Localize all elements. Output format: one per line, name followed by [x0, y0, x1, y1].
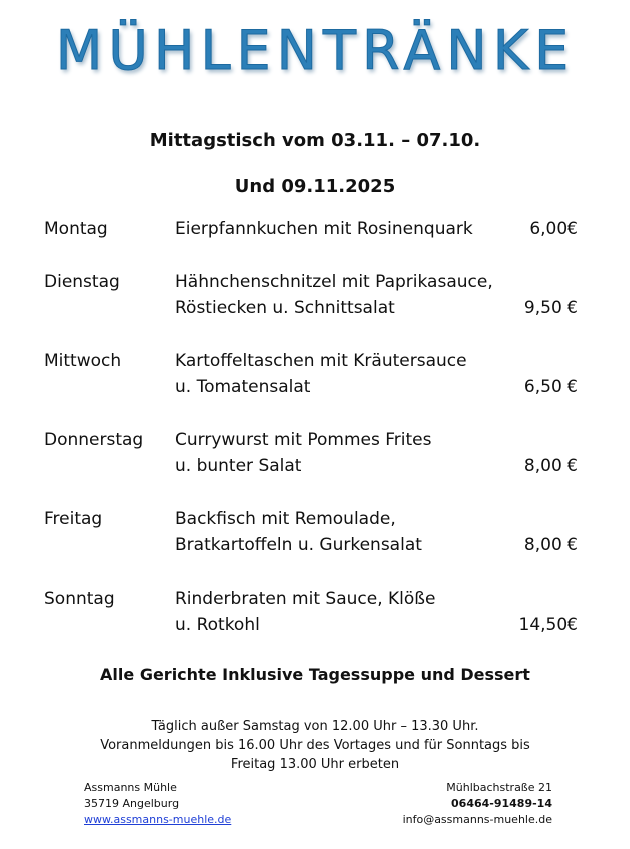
dish-line: Hähnchenschnitzel mit Paprikasauce,: [175, 272, 493, 292]
dish-line: Bratkartoffeln u. Gurkensalat: [175, 535, 422, 555]
website-link[interactable]: www.assmanns-muehle.de: [84, 813, 232, 826]
hours-line: Freitag 13.00 Uhr erbeten: [230, 757, 400, 772]
footer-contact-right: [403, 780, 552, 828]
business-street: Mühlbachstraße 21: [446, 781, 552, 794]
dish-line: Backfisch mit Remoulade,: [175, 509, 396, 529]
hours-line: Voranmeldungen bis 16.00 Uhr des Vortages und für Sonntags bis: [100, 738, 530, 753]
dish-line: u. Rotkohl: [175, 615, 260, 635]
day-label: Dienstag: [44, 272, 120, 292]
dish-description: [175, 586, 515, 638]
included-note: Alle Gerichte Inklusive Tagessuppe und Dessert: [100, 665, 530, 684]
dish-line: u. Tomatensalat: [175, 377, 311, 397]
price: 6,50 €: [523, 377, 578, 397]
business-name: Assmanns Mühle: [84, 781, 177, 794]
hours-line: Täglich außer Samstag von 12.00 Uhr – 13.30 Uhr.: [151, 719, 479, 734]
day-label: Sonntag: [44, 589, 115, 609]
dish-description: [175, 506, 515, 558]
dish-line: Currywurst mit Pommes Frites: [175, 430, 432, 450]
day-label: Montag: [44, 219, 108, 239]
dish-line: u. bunter Salat: [175, 456, 302, 476]
day-label: Mittwoch: [44, 351, 122, 371]
price: 8,00 €: [523, 535, 578, 555]
footer-address-left: [84, 780, 231, 828]
price: 6,00€: [529, 219, 578, 239]
business-city: 35719 Angelburg: [84, 797, 180, 810]
dish-description: [175, 269, 515, 321]
logo-title: MÜHLENTRÄNKE: [55, 19, 575, 82]
opening-hours: [0, 717, 630, 774]
dish-line: Rinderbraten mit Sauce, Klöße: [175, 589, 436, 609]
dish-description: [175, 216, 515, 242]
menu-heading: Mittagstisch vom 03.11. – 07.10.: [149, 130, 481, 151]
business-email: info@assmanns-muehle.de: [402, 813, 552, 826]
dish-line: Röstiecken u. Schnittsalat: [175, 298, 395, 318]
day-label: Donnerstag: [44, 430, 144, 450]
dish-description: [175, 427, 515, 479]
price: 8,00 €: [523, 456, 578, 476]
day-label: Freitag: [44, 509, 103, 529]
price: 14,50€: [518, 615, 578, 635]
menu-date: Und 09.11.2025: [234, 176, 396, 197]
dish-line: Eierpfannkuchen mit Rosinenquark: [175, 219, 473, 239]
dish-line: Kartoffeltaschen mit Kräutersauce: [175, 351, 467, 371]
price: 9,50 €: [523, 298, 578, 318]
business-phone: 06464-91489-14: [451, 797, 552, 810]
dish-description: [175, 348, 515, 400]
